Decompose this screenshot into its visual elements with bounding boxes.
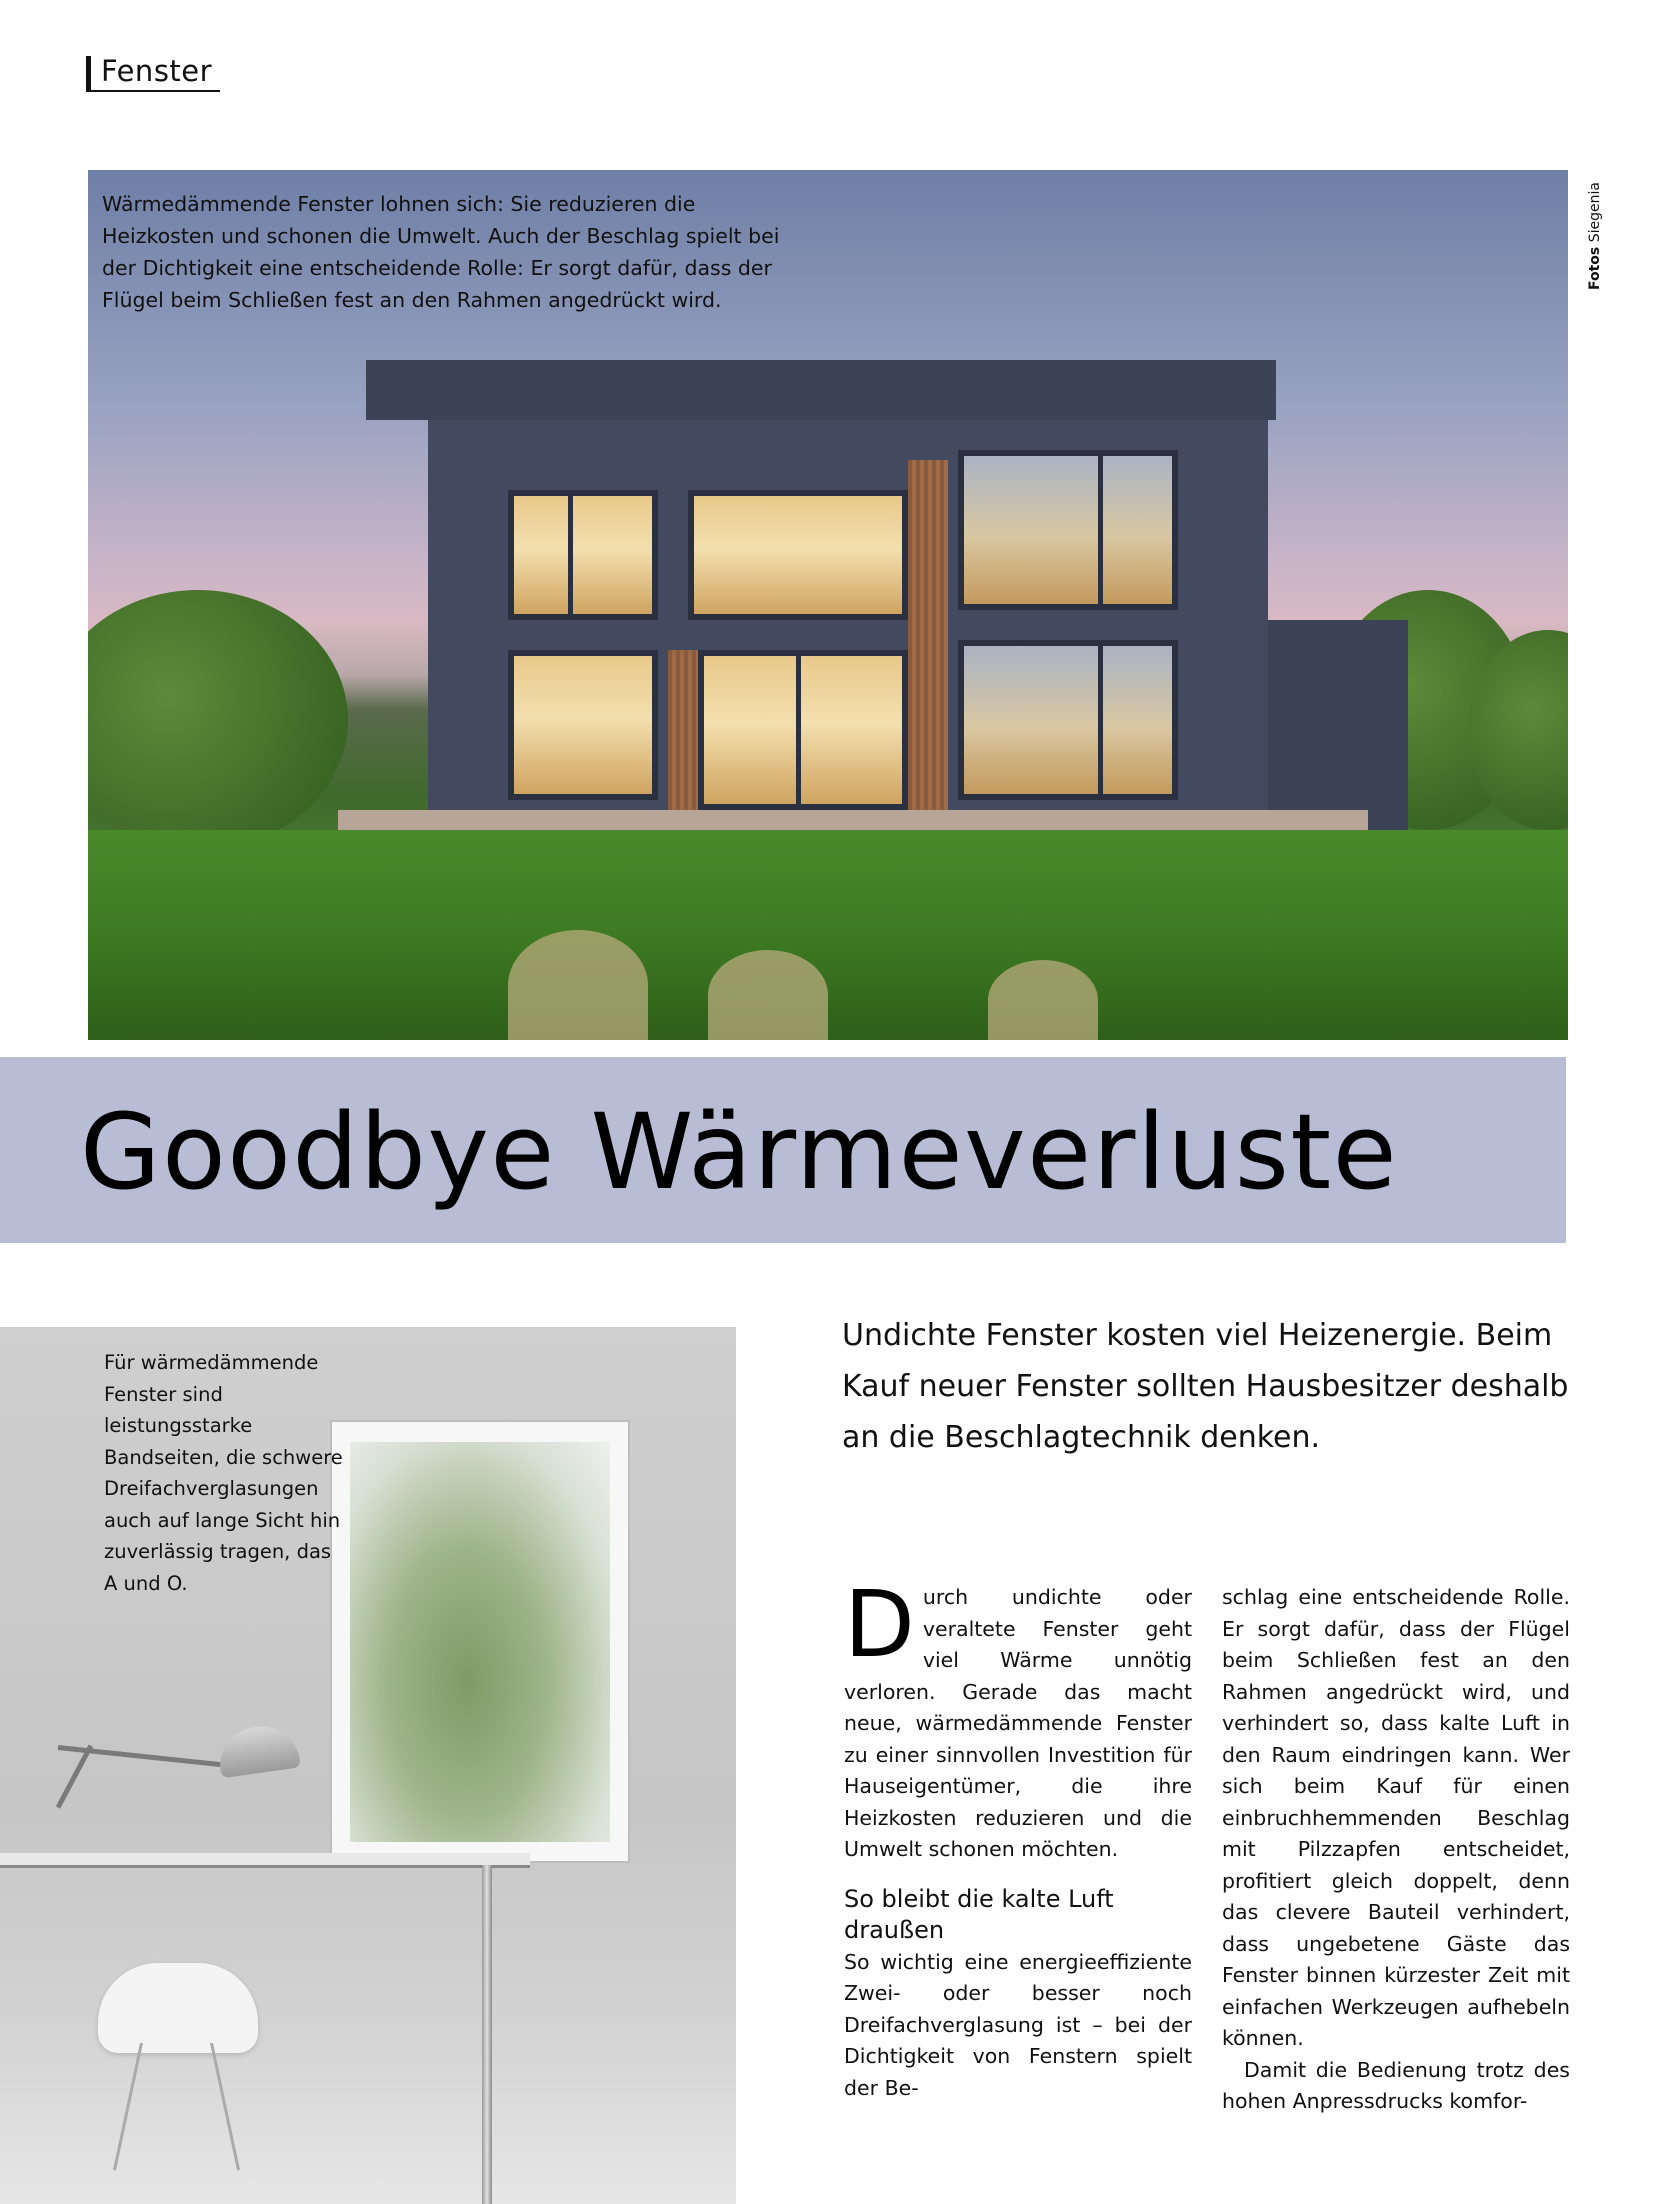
window-lower-center — [698, 650, 908, 810]
article-column-2 — [1222, 1582, 1570, 2118]
article-title: Goodbye Wärmeverluste — [80, 1091, 1399, 1213]
photo-credit — [1587, 182, 1603, 290]
house-annex — [1268, 620, 1408, 835]
drop-cap: D — [844, 1571, 915, 1678]
subheading: So bleibt die kalte Luft draußen — [844, 1884, 1114, 1944]
window-mullion — [1098, 450, 1103, 610]
grass-tuft — [508, 930, 648, 1040]
lamp-arm-lower — [56, 1745, 93, 1809]
tree-left — [88, 590, 348, 850]
body-paragraph-2-part-2: schlag eine entscheidende Rolle. Er sorgt dafür, dass der Flügel beim Schließen fest an den Rahmen angedrückt wird, und verhindert so, dass kalte Luft in den Raum eindringen kann. Wer sich beim Kauf für einen einbruchhemmenden Beschlag mit Pilzzapfen entscheidet, profitiert gleich doppelt, denn das clevere Bauteil verhindert, dass ungebetene Gäste das Fenster binnen kürzester Zeit mit einfachen Werkzeugen aufhebeln können. — [1222, 1585, 1570, 2050]
wood-cladding-lower — [668, 650, 698, 820]
section-label-text: Fenster — [101, 54, 213, 88]
intro-paragraph — [844, 1571, 1192, 1866]
title-band — [0, 1057, 1566, 1243]
desk-top — [0, 1853, 530, 1868]
intro-text: urch undichte oder veraltete Fenster geht viel Wärme unnötig verloren. Gerade das macht neue, wärmedämmende Fenster zu einer sinnvollen Investition für Hauseigentümer, die ihre Heizkosten reduzieren und die Umwelt schonen möchten. — [844, 1585, 1192, 1861]
lawn — [88, 830, 1568, 1040]
body-paragraph-2-part-1: So wichtig eine energieeffiziente Zwei- oder besser noch Dreifachverglasung ist – bei der Dichtigkeit von Fenstern spielt der Be- — [844, 1949, 1192, 2100]
body-paragraph-2-continued — [1222, 1582, 1570, 2055]
window-upper-right — [958, 450, 1178, 610]
article-column-1 — [844, 1571, 1192, 2104]
photo-credit-label: Fotos — [1587, 246, 1603, 290]
hero-house-photo — [88, 170, 1568, 1040]
window-lower-left — [508, 650, 658, 800]
photo-credit-name: Siegenia — [1587, 182, 1603, 243]
chair-leg — [113, 2043, 143, 2171]
grass-tuft — [708, 950, 828, 1040]
interior-caption: Für wärmedämmende Fenster sind leistungsstarke Bandseiten, die schwere Dreifachverglasungen auch auf lange Sicht hin zuverlässig tragen, das A und O. — [104, 1351, 343, 1595]
body-paragraph-2 — [844, 1947, 1192, 2105]
lead-paragraph: Undichte Fenster kosten viel Heizenergie. Beim Kauf neuer Fenster sollten Hausbesitzer deshalb an die Beschlagtechnik denken. — [842, 1318, 1569, 1455]
hero-caption: Wärmedämmende Fenster lohnen sich: Sie reduzieren die Heizkosten und schonen die Umwelt. Auch der Beschlag spielt bei der Dichtigkeit eine entscheidende Rolle: Er sorgt dafür, dass der Flügel beim Schließen fest an den Rahmen angedrückt wird. — [102, 192, 780, 312]
interior-window-photo — [0, 1327, 736, 2204]
window-lower-right — [958, 640, 1178, 800]
window-upper-left — [508, 490, 658, 620]
window-mullion — [796, 650, 801, 810]
wood-cladding — [908, 460, 948, 820]
section-label — [86, 56, 220, 92]
window-glass-tree-view — [350, 1442, 610, 1842]
window-mullion — [568, 490, 573, 620]
desk-leg — [482, 1865, 492, 2204]
window-frame — [330, 1420, 630, 1863]
window-upper-center — [688, 490, 908, 620]
grass-tuft — [988, 960, 1098, 1040]
body-paragraph-3: Damit die Bedienung trotz des hohen Anpressdrucks komfor- — [1222, 2057, 1570, 2113]
chair — [98, 1963, 258, 2053]
window-mullion — [1098, 640, 1103, 800]
chair-leg — [210, 2043, 240, 2171]
desk-lamp-icon — [215, 1722, 301, 1779]
house-roof-slab — [366, 360, 1276, 420]
